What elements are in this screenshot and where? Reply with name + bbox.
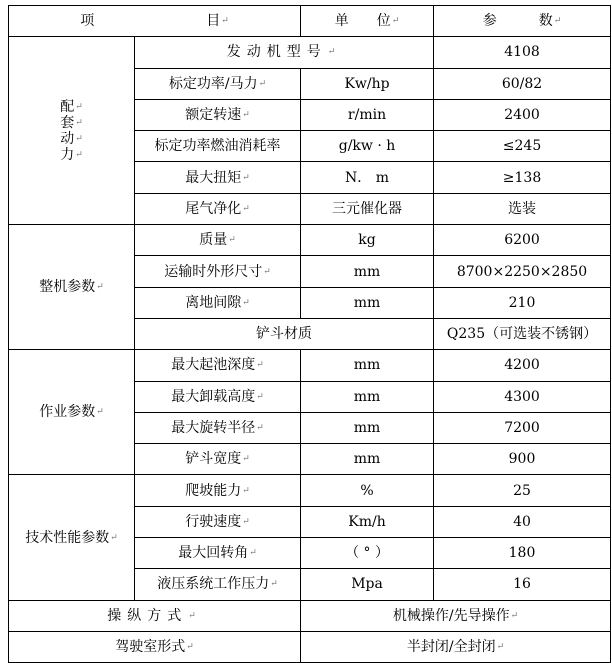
- table-row: [9, 350, 611, 381]
- max-dump-height-unit: mm: [301, 381, 434, 412]
- header-row: [9, 6, 611, 37]
- exhaust-unit: 三元催化器: [301, 193, 434, 224]
- max-turn-angle-value: 180: [434, 538, 611, 569]
- mass-unit: kg: [301, 225, 434, 256]
- bucket-material-value: Q235（可选装不锈钢）: [434, 318, 611, 349]
- climbing-value: 25: [434, 475, 611, 506]
- bucket-material-label: 铲斗材质: [135, 318, 434, 349]
- mass-label: 质量↵: [135, 225, 301, 256]
- table-row: [9, 475, 611, 506]
- max-turn-angle-unit: （ ° ）: [301, 538, 434, 569]
- header-item: 项 目↵: [9, 6, 301, 37]
- table-row: [9, 600, 611, 631]
- transport-dims-label: 运输时外形尺寸↵: [135, 256, 301, 287]
- bucket-width-label: 铲斗宽度↵: [135, 444, 301, 475]
- table-row: [9, 225, 611, 256]
- engine-model-label: 发动机型号↵: [135, 37, 434, 68]
- cab-type-value: 半封闭/全封闭↵: [301, 631, 611, 662]
- section-tech-title: 技术性能参数↵: [9, 475, 135, 600]
- max-swing-radius-label: 最大旋转半径↵: [135, 412, 301, 443]
- bucket-width-value: 900: [434, 444, 611, 475]
- climbing-unit: %: [301, 475, 434, 506]
- ground-clearance-value: 210: [434, 287, 611, 318]
- hydraulic-pressure-unit: Mpa: [301, 569, 434, 600]
- engine-model-value: 4108: [434, 37, 611, 68]
- operation-mode-value: 机械操作/先导操作↵: [301, 600, 611, 631]
- max-torque-unit: N． m: [301, 162, 434, 193]
- max-dump-height-value: 4300: [434, 381, 611, 412]
- travel-speed-label: 行驶速度↵: [135, 506, 301, 537]
- hydraulic-pressure-value: 16: [434, 569, 611, 600]
- max-swing-radius-unit: mm: [301, 412, 434, 443]
- max-torque-value: ≥138: [434, 162, 611, 193]
- rated-power-value: 60/82: [434, 68, 611, 99]
- header-param: 参 数↵: [434, 6, 611, 37]
- section-work-title: 作业参数↵: [9, 350, 135, 475]
- travel-speed-unit: Km/h: [301, 506, 434, 537]
- max-swing-radius-value: 7200: [434, 412, 611, 443]
- fuel-consumption-label: 标定功率燃油消耗率: [135, 131, 301, 162]
- mass-value: 6200: [434, 225, 611, 256]
- max-turn-angle-label: 最大回转角↵: [135, 538, 301, 569]
- bucket-width-unit: mm: [301, 444, 434, 475]
- exhaust-value: 选装: [434, 193, 611, 224]
- rated-power-unit: Kw/hp: [301, 68, 434, 99]
- ground-clearance-label: 离地间隙↵: [135, 287, 301, 318]
- hydraulic-pressure-label: 液压系统工作压力↵: [135, 569, 301, 600]
- max-dig-depth-unit: mm: [301, 350, 434, 381]
- max-dump-height-label: 最大卸载高度↵: [135, 381, 301, 412]
- table-row: [9, 37, 611, 68]
- travel-speed-value: 40: [434, 506, 611, 537]
- rated-speed-unit: r/min: [301, 99, 434, 130]
- operation-mode-label: 操纵方式↵: [9, 600, 301, 631]
- table-row: [9, 631, 611, 662]
- ground-clearance-unit: mm: [301, 287, 434, 318]
- cab-type-label: 驾驶室形式↵: [9, 631, 301, 662]
- rated-speed-label: 额定转速↵: [135, 99, 301, 130]
- header-unit: 单 位↵: [301, 6, 434, 37]
- section-machine-title: 整机参数↵: [9, 225, 135, 350]
- max-dig-depth-value: 4200: [434, 350, 611, 381]
- max-torque-label: 最大扭矩↵: [135, 162, 301, 193]
- spec-table: [8, 5, 611, 663]
- exhaust-label: 尾气净化↵: [135, 193, 301, 224]
- fuel-consumption-value: ≤245: [434, 131, 611, 162]
- max-dig-depth-label: 最大起池深度↵: [135, 350, 301, 381]
- climbing-label: 爬坡能力↵: [135, 475, 301, 506]
- transport-dims-unit: mm: [301, 256, 434, 287]
- transport-dims-value: 8700×2250×2850: [434, 256, 611, 287]
- rated-power-label: 标定功率/马力↵: [135, 68, 301, 99]
- rated-speed-value: 2400: [434, 99, 611, 130]
- fuel-consumption-unit: g/kw · h: [301, 131, 434, 162]
- section-power-title: 配↵ 套↵ 动↵ 力↵: [9, 37, 135, 225]
